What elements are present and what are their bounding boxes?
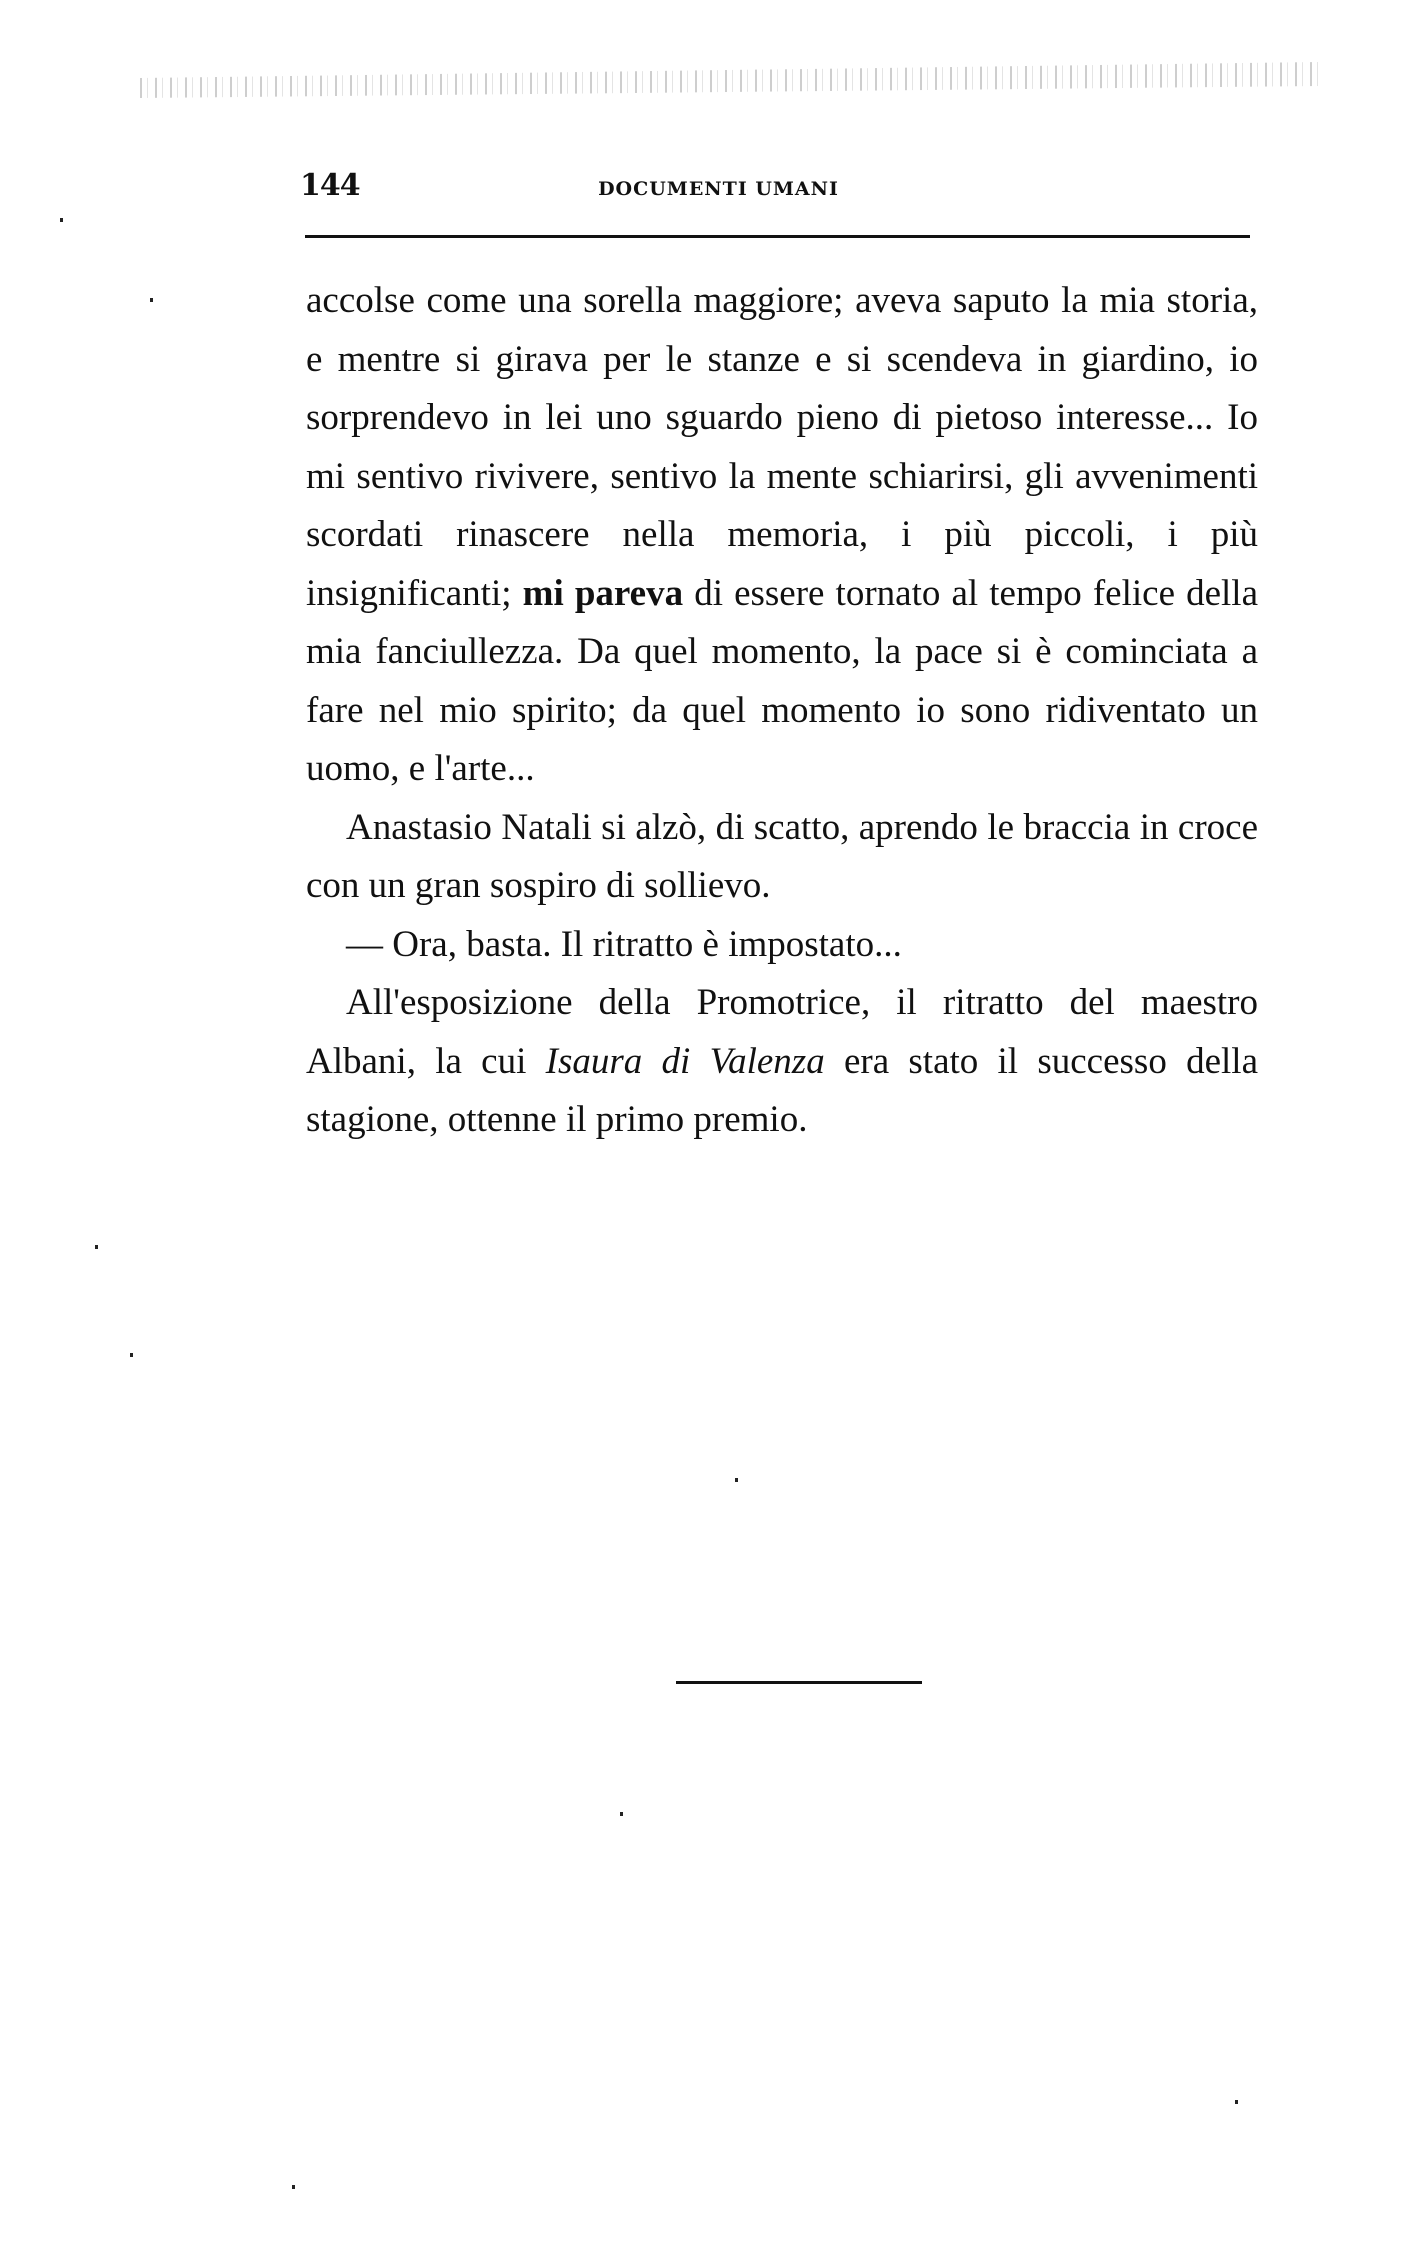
body-text	[306, 272, 1258, 1150]
running-title: DOCUMENTI UMANI	[598, 178, 839, 200]
dialogue-line	[306, 916, 1258, 975]
scan-speck	[1235, 2100, 1238, 2104]
text-segment-italic-title: Isaura di Valenza	[545, 1040, 825, 1082]
chapter-end-rule	[676, 1681, 922, 1684]
scan-speck	[95, 1245, 98, 1249]
text-segment: accolse come una sorella maggiore; aveva saputo la mia storia, e mentre si girava per le stanze e si scendeva in giardino, io sorprendevo in lei uno sguardo pieno di pietoso interesse... Io mi sentivo rivivere, sentivo la mente schiarirsi, gli avvenimenti scordati rinascere nella memoria, i più piccoli, i più insignificanti;	[306, 280, 1258, 614]
scan-speck	[620, 1812, 623, 1816]
scan-speck	[130, 1353, 133, 1357]
text-segment: Anastasio Natali si alzò, di scatto, aprendo le braccia in croce con un gran sospiro di sollievo.	[306, 806, 1258, 906]
scan-speck	[60, 218, 63, 222]
scan-speck	[735, 1478, 738, 1482]
text-segment: era stato il successo della stagione, ottenne il primo premio.	[306, 1040, 1258, 1140]
scan-noise-band	[140, 62, 1320, 102]
text-segment: All'esposizione della Promotrice, il ritratto del maestro Albani, la cui	[306, 982, 1258, 1082]
text-segment-bold: mi pareva	[522, 572, 684, 614]
header-rule	[305, 235, 1250, 238]
text-segment: — Ora, basta. Il ritratto è impostato...	[346, 923, 902, 965]
paragraph	[306, 272, 1258, 799]
text-segment: di essere tornato al tempo felice della mia fanciullezza. Da quel momento, la pace si è cominciata a fare nel mio spirito; da quel momento io sono ridiventato un uomo, e l'arte...	[306, 572, 1258, 789]
paragraph	[306, 799, 1258, 916]
scan-speck	[150, 298, 153, 302]
paragraph	[306, 974, 1258, 1150]
scan-speck	[292, 2185, 295, 2189]
page-number: 144	[300, 168, 360, 203]
